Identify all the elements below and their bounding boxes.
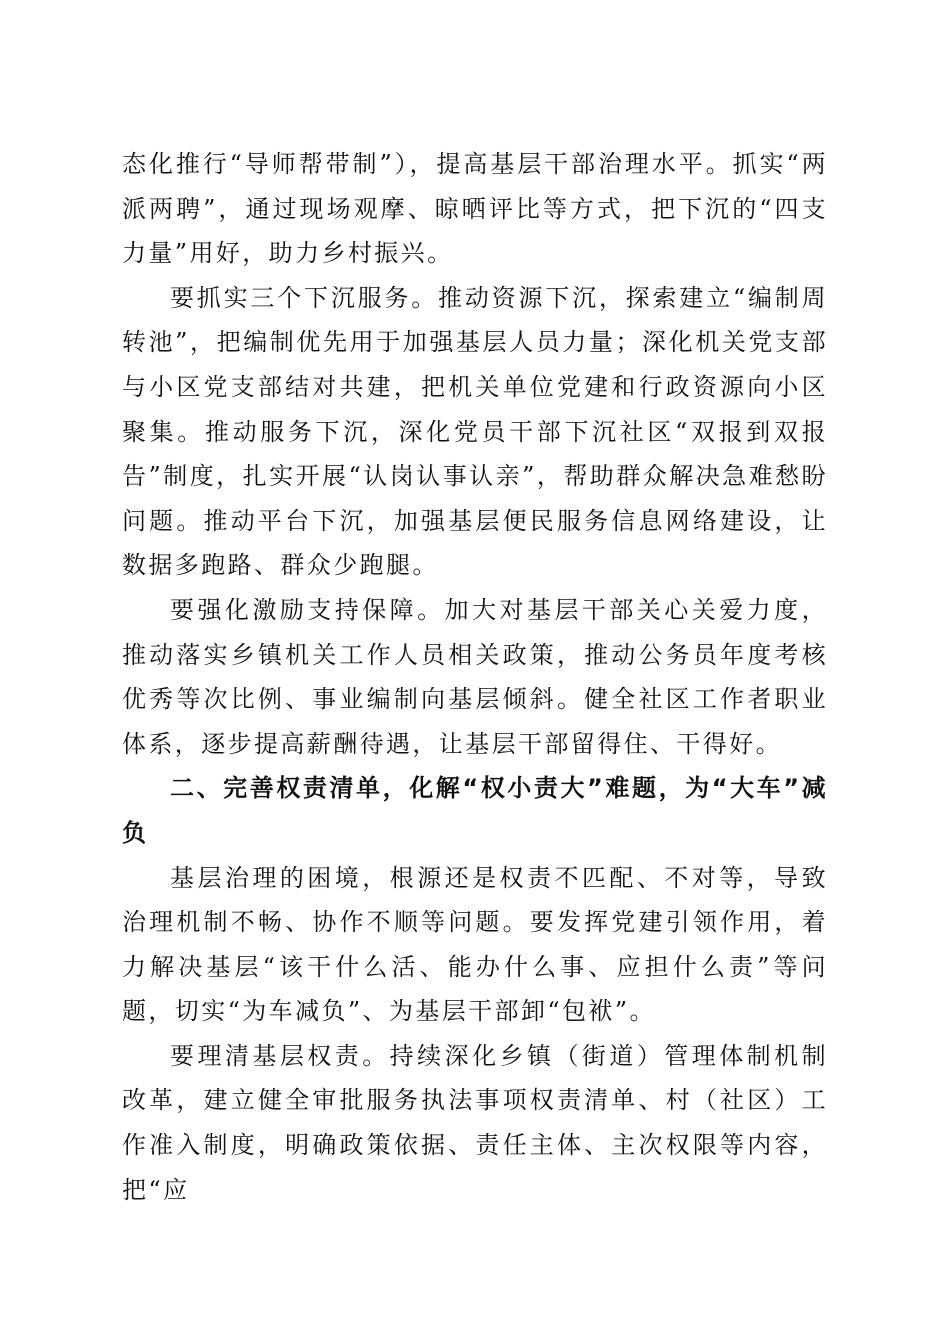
paragraph-continuation: 态化推行“导师帮带制”），提高基层干部治理水平。抓实“两派两聘”，通过现场观摩、晾晒评比等方式，把下沉的“四支力量”用好，助力乡村振兴。 — [122, 150, 828, 268]
paragraph-governance-dilemma: 基层治理的困境，根源还是权责不匹配、不对等，导致治理机制不畅、协作不顺等问题。要发挥党建引领作用，着力解决基层“该干什么活、能办什么事、应担什么责”等问题，切实“为车减负”、为基层干部卸“包袱”。 — [122, 863, 828, 1026]
paragraph-clarify-responsibilities: 要理清基层权责。持续深化乡镇（街道）管理体制机制改革，建立健全审批服务执法事项权责清单、村（社区）工作准入制度，明确政策依据、责任主体、主次权限等内容，把“应 — [122, 1041, 828, 1204]
paragraph-sinking-services: 要抓实三个下沉服务。推动资源下沉，探索建立“编制周转池”，把编制优先用于加强基层人员力量；深化机关党支部与小区党支部结对共建，把机关单位党建和行政资源向小区聚集。推动服务下沉，深化党员干部下沉社区“双报到双报告”制度，扎实开展“认岗认事认亲”，帮助群众解决急难愁盼问题。推动平台下沉，加强基层便民服务信息网络建设，让数据多跑路、群众少跑腿。 — [122, 283, 828, 580]
section-heading-two: 二、完善权责清单，化解“权小责大”难题，为“大车”减负 — [122, 774, 828, 847]
document-body — [122, 142, 828, 1212]
paragraph-incentive-support: 要强化激励支持保障。加大对基层干部关心关爱力度，推动落实乡镇机关工作人员相关政策，推动公务员年度考核优秀等次比例、事业编制向基层倾斜。健全社区工作者职业体系，逐步提高薪酬待遇，让基层干部留得住、干得好。 — [122, 595, 828, 758]
